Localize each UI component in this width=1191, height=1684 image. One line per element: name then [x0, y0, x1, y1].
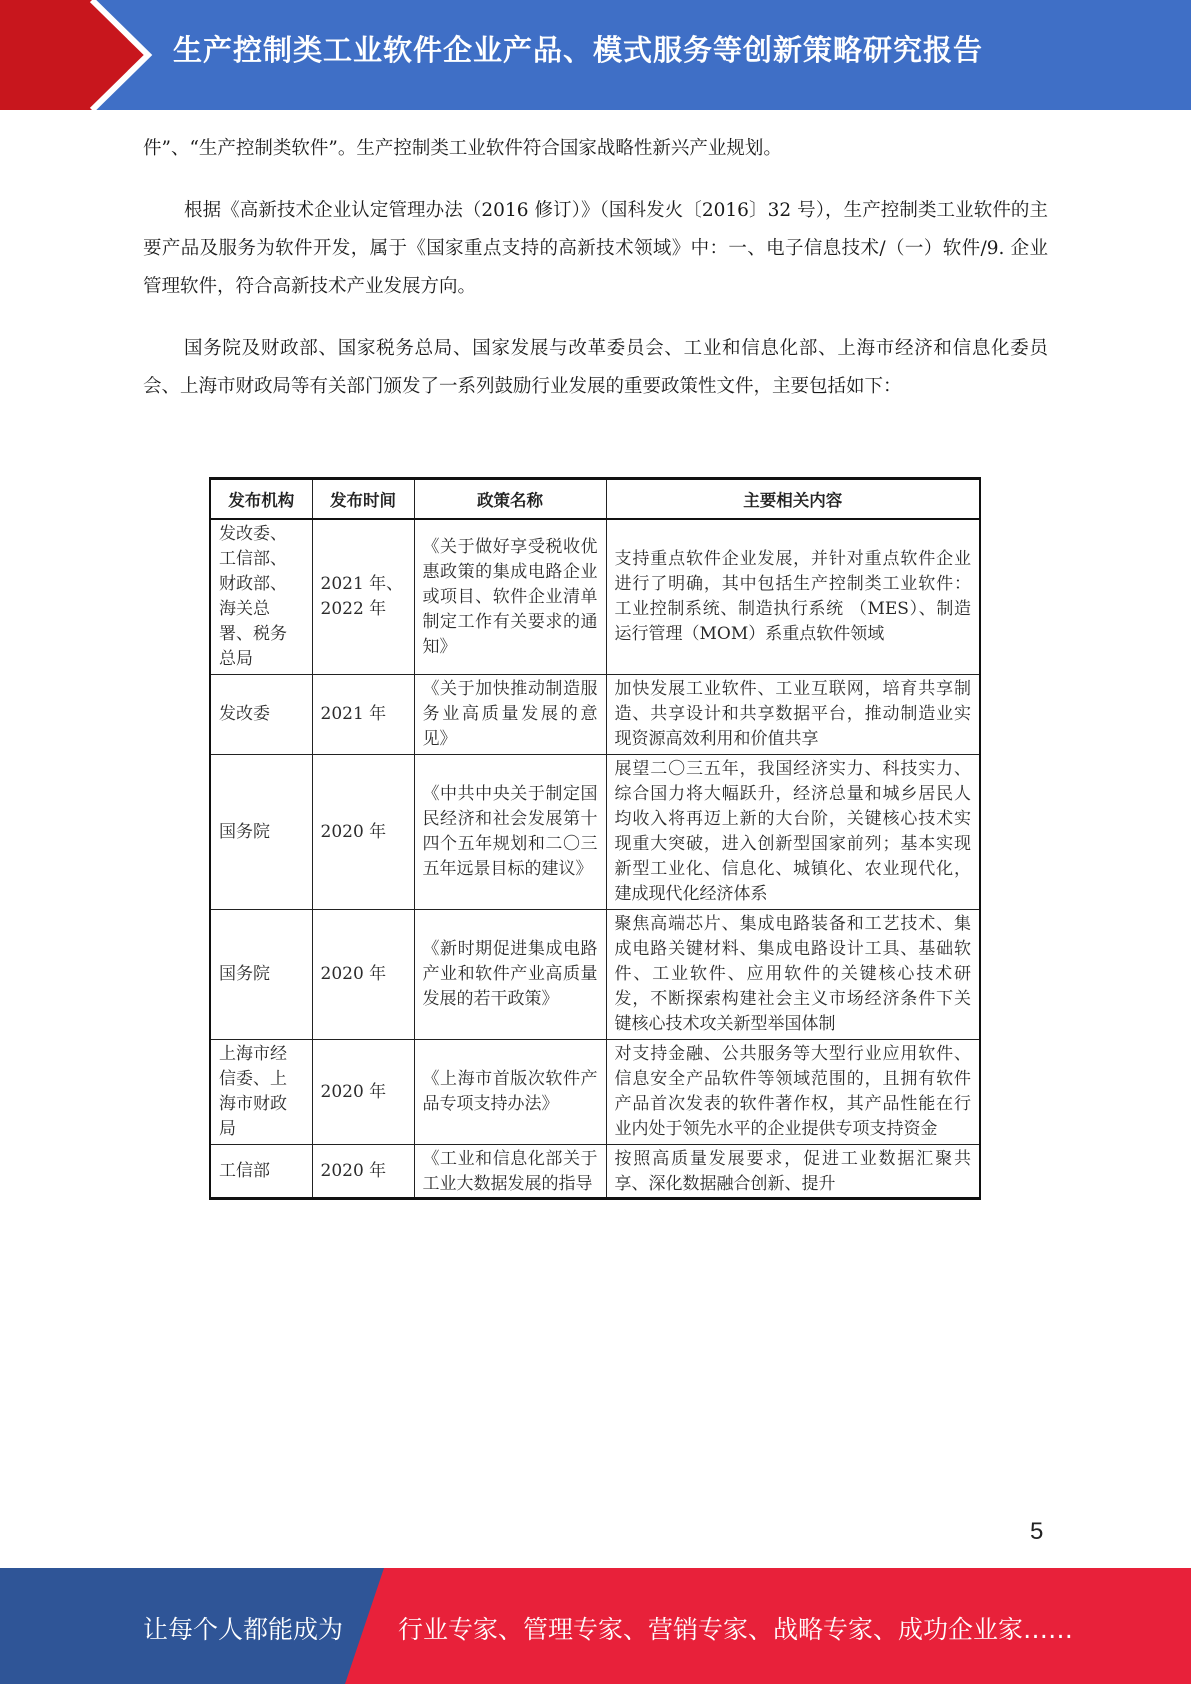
footer-banner: [0, 1568, 1191, 1684]
cell-org: 上海市经信委、上海市财政局: [210, 1040, 312, 1145]
header-time: 发布时间: [312, 479, 414, 520]
table-row: [210, 675, 980, 755]
header-content: 主要相关内容: [606, 479, 980, 520]
footer-slogan-right: 行业专家、管理专家、营销专家、战略专家、成功企业家……: [398, 1615, 1074, 1644]
cell-content: 展望二〇三五年，我国经济实力、科技实力、综合国力将大幅跃升，经济总量和城乡居民人均收入将再迈上新的大台阶，关键核心技术实现重大突破，进入创新型国家前列；基本实现新型工业化、信息化、城镇化、农业现代化，建成现代化经济体系: [606, 755, 980, 910]
cell-time: 2020 年: [312, 1040, 414, 1145]
body-text: [143, 130, 1048, 430]
table-row: [210, 755, 980, 910]
header-name: 政策名称: [414, 479, 606, 520]
table-row: [210, 1040, 980, 1145]
paragraph-policies: 国务院及财政部、国家税务总局、国家发展与改革委员会、工业和信息化部、上海市经济和信息化委员会、上海市财政局等有关部门颁发了一系列鼓励行业发展的重要政策性文件，主要包括如下：: [143, 338, 1048, 397]
cell-time: 2020 年: [312, 1145, 414, 1199]
page-number: 5: [1030, 1518, 1044, 1545]
cell-content: [606, 1145, 980, 1199]
cell-policy-name: 《关于加快推动制造服务业高质量发展的意见》: [414, 675, 606, 755]
cell-content: 加快发展工业软件、工业互联网，培育共享制造、共享设计和共享数据平台，推动制造业实现资源高效利用和价值共享: [606, 675, 980, 755]
cell-org: 工信部: [210, 1145, 312, 1199]
cell-policy-name: 《新时期促进集成电路产业和软件产业高质量发展的若干政策》: [414, 910, 606, 1040]
cell-time: 2020 年: [312, 755, 414, 910]
cell-policy-name-text: 《工业和信息化部关于工业大数据发展的指导: [422, 1149, 598, 1194]
cell-org: 国务院: [210, 755, 312, 910]
cell-content: 对支持金融、公共服务等大型行业应用软件、信息安全产品软件等领域范围的，且拥有软件产品首次发表的软件著作权，其产品性能在行业内处于领先水平的企业提供专项支持资金: [606, 1040, 980, 1145]
table-row: [210, 910, 980, 1040]
table-header-row: [210, 479, 980, 520]
cell-time: 2020 年: [312, 910, 414, 1040]
footer-slogan-left: 让每个人都能成为: [143, 1615, 344, 1644]
cell-policy-name: 《中共中央关于制定国民经济和社会发展第十四个五年规划和二〇三五年远景目标的建议》: [414, 755, 606, 910]
report-title: 生产控制类工业软件企业产品、模式服务等创新策略研究报告: [173, 33, 984, 67]
header-banner: [0, 0, 1191, 110]
cell-time: 2021 年: [312, 675, 414, 755]
cell-policy-name: 《上海市首版次软件产品专项支持办法》: [414, 1040, 606, 1145]
cell-policy-name: 《关于做好享受税收优惠政策的集成电路企业或项目、软件企业清单制定工作有关要求的通知》: [414, 519, 606, 675]
cell-content: 支持重点软件企业发展，并针对重点软件企业进行了明确，其中包括生产控制类工业软件：工业控制系统、制造执行系统 （MES）、制造运行管理（MOM）系重点软件领域: [606, 519, 980, 675]
paragraph-hightech: 根据《高新技术企业认定管理办法（2016 修订）》（国科发火〔2016〕32 号），生产控制类工业软件的主要产品及服务为软件开发，属于《国家重点支持的高新技术领域》中：一、电子信息技术/（一）软件/9. 企业管理软件，符合高新技术产业发展方向。: [143, 200, 1048, 297]
cell-content-text: 按照高质量发展要求，促进工业数据汇聚共享、深化数据融合创新、提升: [614, 1149, 971, 1194]
header-org: 发布机构: [210, 479, 312, 520]
cell-org: 发改委、工信部、财政部、海关总署、税务总局: [210, 519, 312, 675]
cell-org: 发改委: [210, 675, 312, 755]
cell-content: 聚焦高端芯片、集成电路装备和工艺技术、集成电路关键材料、集成电路设计工具、基础软件、工业软件、应用软件的关键核心技术研发，不断探索构建社会主义市场经济条件下关键核心技术攻关新型举国体制: [606, 910, 980, 1040]
cell-time: 2021 年、2022 年: [312, 519, 414, 675]
cell-policy-name: [414, 1145, 606, 1199]
paragraph-continued: 件”、“生产控制类软件”。生产控制类工业软件符合国家战略性新兴产业规划。: [143, 138, 782, 159]
table-row: [210, 1145, 980, 1199]
table-row: [210, 519, 980, 675]
cell-org: 国务院: [210, 910, 312, 1040]
policy-table: [209, 477, 981, 1200]
